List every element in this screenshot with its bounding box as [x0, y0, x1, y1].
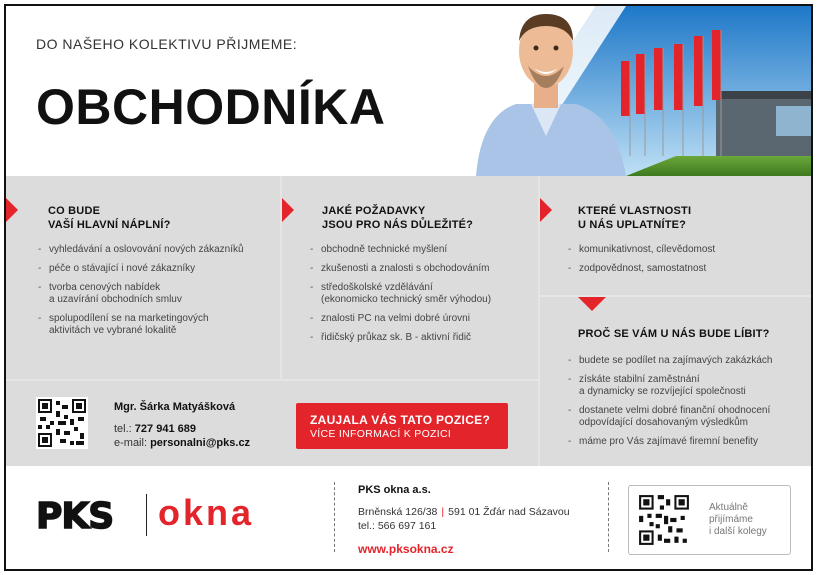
section-title: PROČ SE VÁM U NÁS BUDE LÍBIT?	[578, 328, 770, 340]
red-arrow-marker	[540, 198, 552, 222]
list-item: - péče o stávající i nové zákazníky	[38, 263, 278, 275]
section-main-duties	[6, 176, 280, 379]
list-item: - zkušenosti a znalosti s obchodováním	[310, 263, 536, 275]
okna-logo-text: okna	[158, 492, 255, 533]
red-down-marker	[578, 297, 606, 311]
list-item: - středoškolské vzdělávání (ekonomicko technický směr výhodou)	[310, 282, 536, 306]
header-photo	[476, 6, 811, 176]
poster-subtitle: DO NAŠEHO KOLEKTIVU PŘIJMEME:	[36, 36, 298, 52]
more-info-button[interactable]	[296, 403, 508, 449]
section-qualities	[540, 176, 811, 295]
cta-subtitle: VÍCE INFORMACÍ K POZICI	[310, 428, 452, 440]
company-phone: tel.: 566 697 161	[358, 520, 437, 532]
dashed-divider	[334, 482, 335, 552]
dashed-divider	[608, 482, 609, 552]
contact-phone: tel.: 727 941 689	[114, 423, 196, 435]
poster-footer	[6, 466, 811, 569]
logo-divider	[146, 494, 147, 536]
section-requirements	[282, 176, 538, 379]
contact-panel	[6, 381, 538, 466]
cta-title: ZAUJALA VÁS TATO POZICE?	[310, 413, 491, 427]
qr-code-icon[interactable]	[637, 493, 691, 547]
list-item: - budete se podílet na zajímavých zakázkách	[568, 355, 808, 367]
contact-name: Mgr. Šárka Matyášková	[114, 401, 236, 413]
red-arrow-marker	[282, 198, 294, 222]
list-item: - dostanete velmi dobré finanční ohodnocení odpovídající dosahovaným výsledkům	[568, 405, 808, 429]
company-website-link[interactable]: www.pksokna.cz	[358, 542, 454, 556]
pks-logo	[34, 496, 134, 534]
list-item: - máme pro Vás zajímavé firemní benefity	[568, 436, 808, 448]
list-item: - řidičský průkaz sk. B - aktivní řidič	[310, 332, 536, 344]
section-title: KTERÉ VLASTNOSTI U NÁS UPLATNÍTE?	[578, 205, 692, 231]
company-address: Brněnská 126/38 | 591 01 Žďár nad Sázavou	[358, 506, 570, 518]
list-item: - vyhledávání a oslovování nových zákazníků	[38, 244, 278, 256]
section-list	[38, 244, 278, 344]
section-title: JAKÉ POŽADAVKY JSOU PRO NÁS DŮLEŽITÉ?	[322, 205, 474, 231]
job-poster	[4, 4, 813, 571]
list-item: - spolupodílení se na marketingových aktivitách ve vybrané lokalitě	[38, 313, 278, 337]
poster-header	[6, 6, 811, 176]
svg-text:PKS: PKS	[36, 496, 114, 534]
info-grid	[6, 176, 811, 466]
section-title: CO BUDE VAŠÍ HLAVNÍ NÁPLNÍ?	[48, 205, 171, 231]
recruitment-box	[628, 485, 791, 555]
list-item: - obchodně technické myšlení	[310, 244, 536, 256]
qr-code-icon[interactable]	[36, 397, 88, 449]
poster-headline: OBCHODNÍKA	[36, 79, 386, 135]
recruitment-text: Aktuálně přijímáme i další kolegy	[709, 502, 767, 537]
section-list	[568, 355, 808, 455]
section-benefits	[540, 297, 811, 466]
list-item: - tvorba cenových nabídek a uzavírání obchodních smluv	[38, 282, 278, 306]
section-list	[568, 244, 808, 282]
red-arrow-marker	[6, 198, 18, 222]
list-item: - získáte stabilní zaměstnání a dynamicky se rozvíjející společnosti	[568, 374, 808, 398]
contact-email[interactable]: e-mail: personalni@pks.cz	[114, 437, 251, 449]
company-name: PKS okna a.s.	[358, 484, 431, 496]
section-list	[310, 244, 536, 351]
list-item: - komunikativnost, cílevědomost	[568, 244, 808, 256]
list-item: - zodpovědnost, samostatnost	[568, 263, 808, 275]
list-item: - znalosti PC na velmi dobré úrovni	[310, 313, 536, 325]
